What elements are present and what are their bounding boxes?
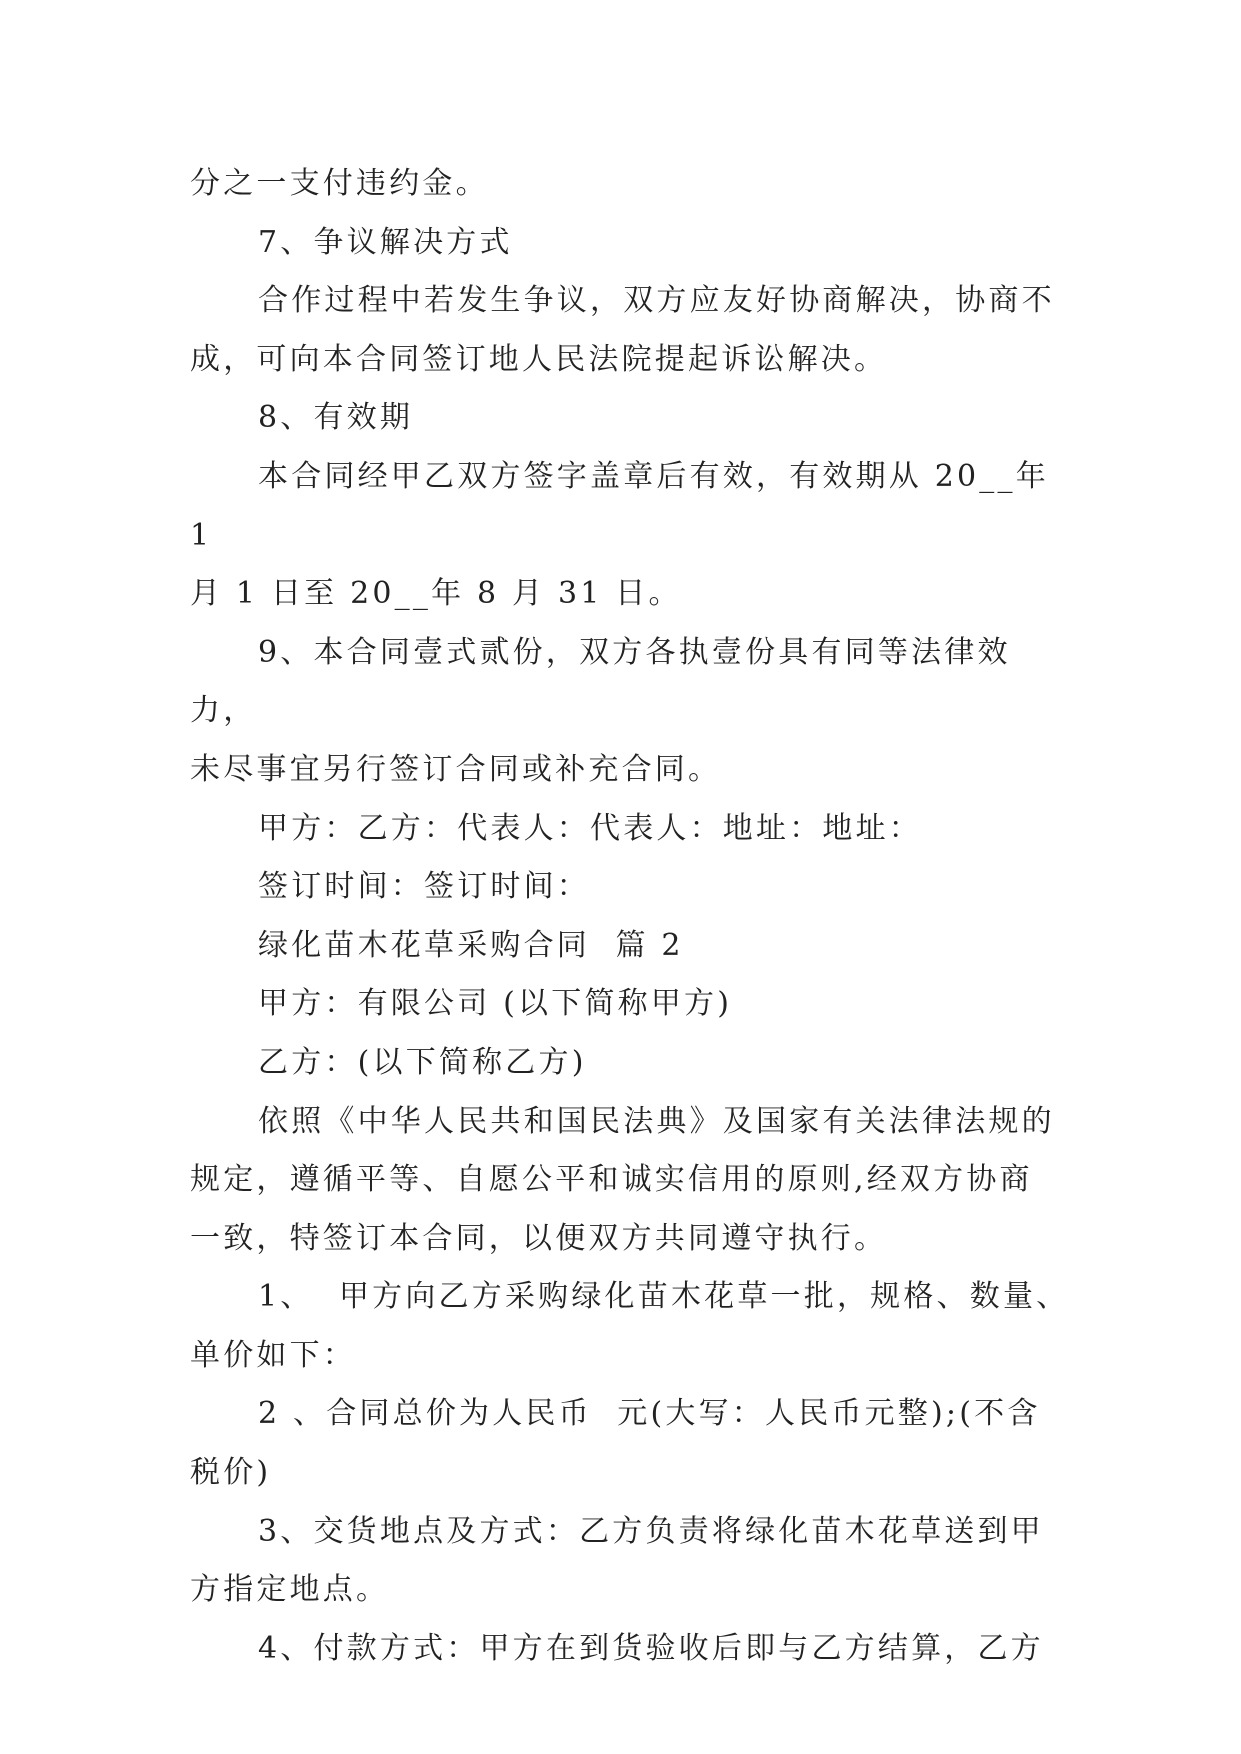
- document-line: 4、付款方式：甲方在到货验收后即与乙方结算，乙方: [258, 1630, 1044, 1666]
- document-line: 9、本合同壹式贰份，双方各执壹份具有同等法律效力，: [190, 634, 1011, 729]
- document-line: 成，可向本合同签订地人民法院提起诉讼解决。: [190, 341, 888, 377]
- document-line: 税价): [190, 1455, 272, 1491]
- document-line: 3、交货地点及方式：乙方负责将绿化苗木花草送到甲: [258, 1513, 1044, 1549]
- document-line: 方指定地点。: [190, 1572, 390, 1608]
- document-line: 7、争议解决方式: [258, 224, 513, 260]
- document-line: 2 、合同总价为人民币 元(大写：人民币元整);(不含: [258, 1396, 1041, 1432]
- document-line: 分之一支付违约金。: [190, 166, 489, 201]
- document-line: 依照《中华人民共和国民法典》及国家有关法律法规的: [258, 1103, 1055, 1139]
- document-line: 甲方：乙方：代表人：代表人：地址：地址：: [258, 810, 922, 846]
- document-body: [190, 155, 1070, 1678]
- document-line: 未尽事宜另行签订合同或补充合同。: [190, 751, 722, 787]
- document-line: 1、 甲方向乙方采购绿化苗木花草一批，规格、数量、: [258, 1279, 1070, 1315]
- document-line: 绿化苗木花草采购合同 篇 2: [258, 927, 684, 963]
- document-line: 8、有效期: [258, 400, 414, 436]
- document-line: 一致，特签订本合同，以便双方共同遵守执行。: [190, 1220, 888, 1256]
- document-line: 合作过程中若发生争议，双方应友好协商解决，协商不: [258, 283, 1055, 319]
- document-line: 单价如下：: [190, 1337, 356, 1373]
- document-line: 乙方：(以下简称乙方): [258, 1044, 587, 1080]
- document-line: 规定，遵循平等、自愿公平和诚实信用的原则,经双方协商: [190, 1162, 1033, 1198]
- document-line: 本合同经甲乙双方签字盖章后有效，有效期从 20__年 1: [190, 458, 1062, 553]
- document-line: 月 1 日至 20__年 8 月 31 日。: [190, 576, 682, 612]
- document-line: 签订时间：签订时间：: [258, 869, 590, 905]
- document-line: 甲方：有限公司 (以下简称甲方): [258, 986, 733, 1022]
